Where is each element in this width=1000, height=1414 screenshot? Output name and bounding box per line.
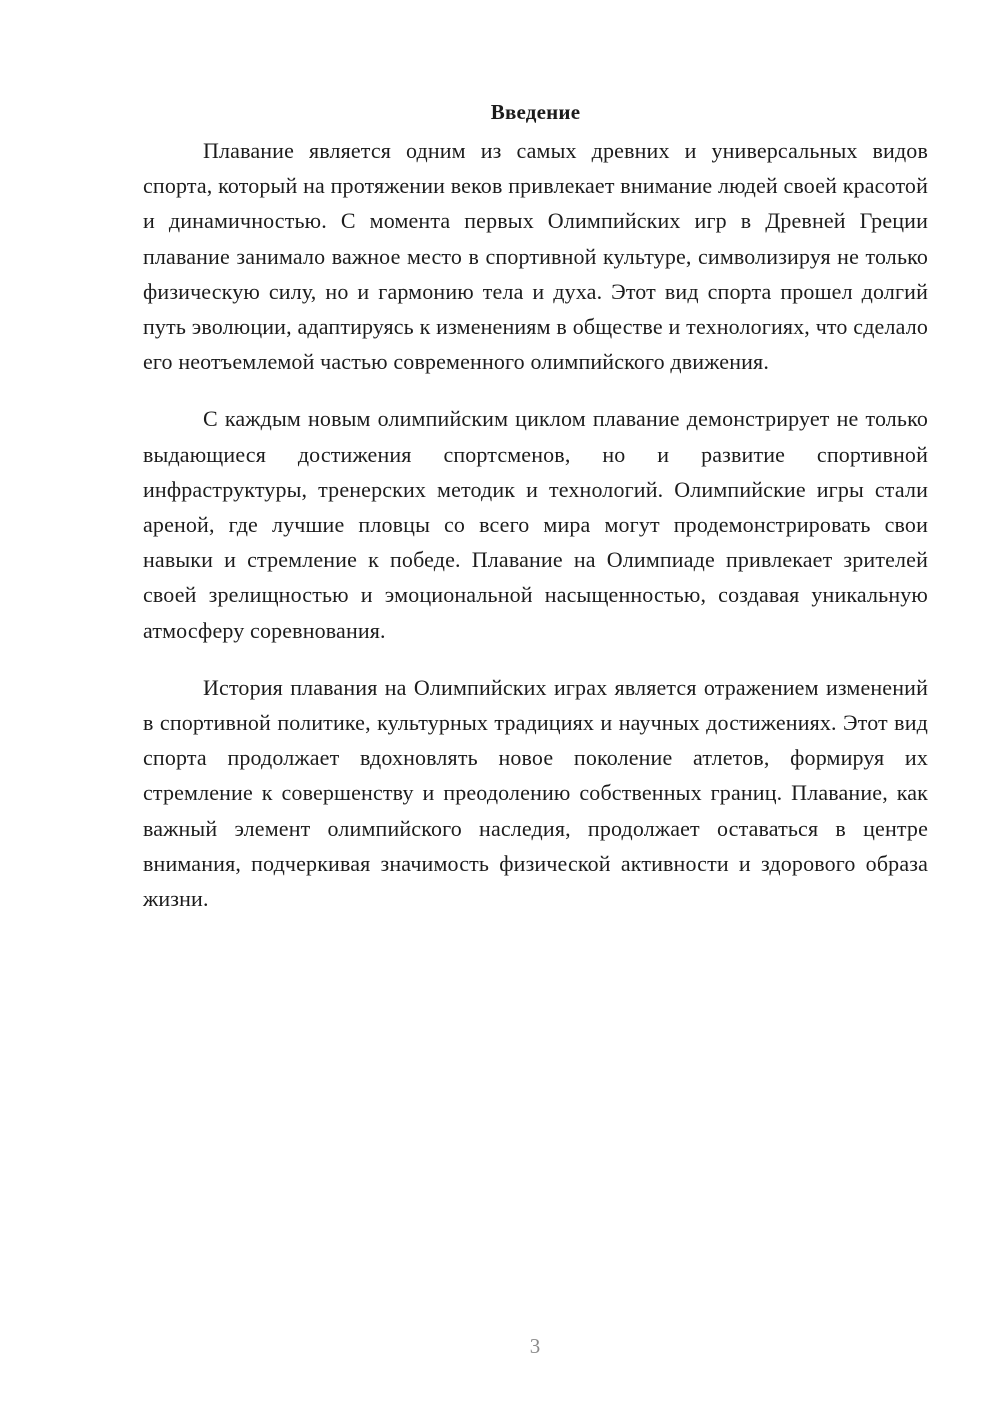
page-number: 3 <box>529 1334 541 1358</box>
section-title: Введение <box>490 100 581 124</box>
page-content <box>143 95 928 938</box>
paragraph-olympic-cycle: С каждым новым олимпийским циклом плавание демонстрирует не только выдающиеся достижения спортсменов, но и развитие спортивной инфраструктуры, тренерских методик и технологий. Олимпийские игры стали ареной, где лучшие пловцы со всего мира могут продемонстрировать свои навыки и стремление к победе. Плавание на Олимпиаде привлекает зрителей своей зрелищностью и эмоциональной насыщенностью, создавая уникальную атмосферу соревнования. <box>143 406 928 643</box>
paragraph-history: История плавания на Олимпийских играх является отражением изменений в спортивной политике, культурных традициях и научных достижениях. Этот вид спорта продолжает вдохновлять новое поколение атлетов, формируя их стремление к совершенству и преодолению собственных границ. Плавание, как важный элемент олимпийского наследия, продолжает оставаться в центре внимания, подчеркивая значимость физической активности и здорового образа жизни. <box>143 674 928 912</box>
paragraph-intro: Плавание является одним из самых древних и универсальных видов спорта, который на протяжении веков привлекает внимание людей своей красотой и динамичностью. С момента первых Олимпийских игр в Древней Греции плавание занимало важное место в спортивной культуре, символизируя не только физическую силу, но и гармонию тела и духа. Этот вид спорта прошел долгий путь эволюции, адаптируясь к изменениям в обществе и технологиях, что сделало его неотъемлемой частью современного олимпийского движения. <box>143 138 928 375</box>
